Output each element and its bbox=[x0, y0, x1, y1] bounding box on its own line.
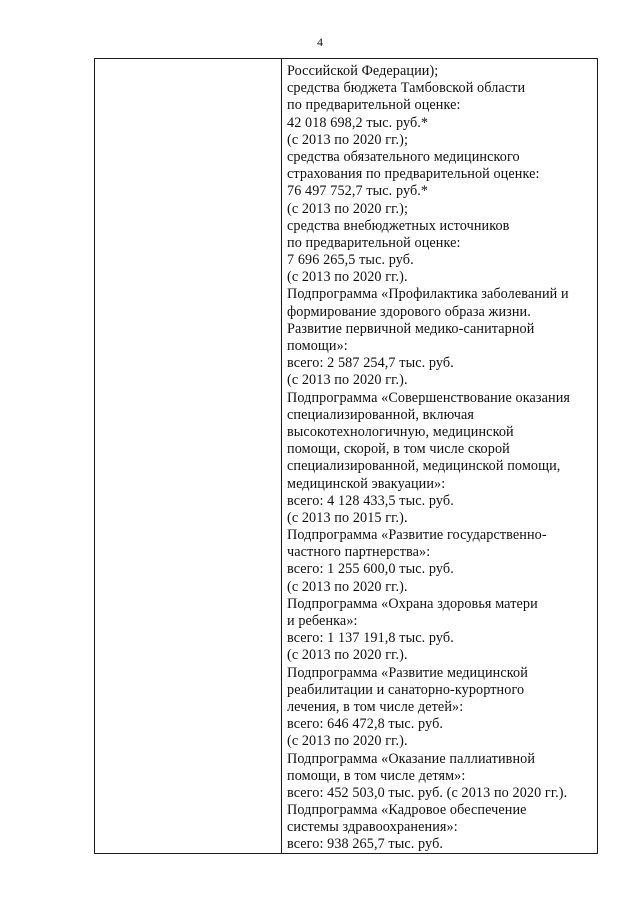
right-table-cell bbox=[287, 63, 595, 854]
text-line: специализированной, включая bbox=[287, 406, 475, 423]
text-line: Подпрограмма «Охрана здоровья матери bbox=[287, 595, 538, 612]
text-line: формирование здорового образа жизни. bbox=[287, 303, 531, 320]
text-line: 42 018 698,2 тыс. руб.* bbox=[287, 114, 429, 131]
text-line: Подпрограмма «Совершенствование оказания bbox=[287, 389, 571, 406]
text-line: реабилитации и санаторно-курортного bbox=[287, 681, 525, 698]
text-line: Подпрограмма «Развитие медицинской bbox=[287, 664, 528, 681]
text-line: по предварительной оценке: bbox=[287, 97, 461, 114]
text-line: всего: 4 128 433,5 тыс. руб. bbox=[287, 492, 454, 509]
text-line: Подпрограмма «Профилактика заболеваний и bbox=[287, 286, 569, 303]
text-line: частного партнерства»: bbox=[287, 544, 431, 561]
page-number: 4 bbox=[317, 35, 323, 49]
text-line: средства обязательного медицинского bbox=[287, 148, 520, 165]
text-line: помощи, скорой, в том числе скорой bbox=[287, 441, 510, 458]
text-line: средства внебюджетных источников bbox=[287, 217, 510, 234]
text-line: помощи»: bbox=[287, 338, 348, 354]
text-line: (с 2013 по 2020 гг.). bbox=[287, 372, 408, 389]
text-line: (с 2013 по 2020 гг.). bbox=[287, 269, 408, 286]
text-line: помощи, в том числе детям»: bbox=[287, 767, 466, 784]
text-line: всего: 1 255 600,0 тыс. руб. bbox=[287, 561, 454, 578]
text-line: медицинской эвакуации»: bbox=[287, 475, 446, 492]
left-table-cell bbox=[95, 59, 281, 853]
document-table bbox=[94, 58, 598, 854]
text-line: Подпрограмма «Кадровое обеспечение bbox=[287, 802, 527, 819]
text-line: (с 2013 по 2015 гг.). bbox=[287, 509, 408, 526]
text-line: по предварительной оценке: bbox=[287, 234, 461, 251]
text-line: всего: 452 503,0 тыс. руб. (с 2013 по 2020 гг.). bbox=[287, 784, 568, 801]
text-line: Подпрограмма «Оказание паллиативной bbox=[287, 750, 536, 767]
text-line: всего: 2 587 254,7 тыс. руб. bbox=[287, 355, 454, 372]
text-line: всего: 938 265,7 тыс. руб. bbox=[287, 836, 444, 853]
text-line: (с 2013 по 2020 гг.). bbox=[287, 578, 408, 595]
text-line: и ребенка»: bbox=[287, 613, 358, 629]
column-divider bbox=[281, 59, 282, 853]
text-line: Российской Федерации); bbox=[287, 63, 439, 79]
text-line: всего: 646 472,8 тыс. руб. bbox=[287, 716, 444, 733]
text-line: (с 2013 по 2020 гг.). bbox=[287, 733, 408, 750]
text-line: (с 2013 по 2020 гг.); bbox=[287, 131, 408, 148]
text-line: специализированной, медицинской помощи, bbox=[287, 458, 561, 475]
text-line: 7 696 265,5 тыс. руб. bbox=[287, 252, 414, 269]
text-line: (с 2013 по 2020 гг.); bbox=[287, 200, 408, 217]
text-line: средства бюджета Тамбовской области bbox=[287, 80, 526, 97]
text-line: лечения, в том числе детей»: bbox=[287, 698, 464, 715]
text-line: (с 2013 по 2020 гг.). bbox=[287, 647, 408, 664]
text-line: страхования по предварительной оценке: bbox=[287, 166, 540, 183]
text-line: 76 497 752,7 тыс. руб.* bbox=[287, 183, 429, 200]
text-line: высокотехнологичную, медицинской bbox=[287, 423, 514, 440]
text-line: всего: 1 137 191,8 тыс. руб. bbox=[287, 630, 454, 647]
text-line: системы здравоохранения»: bbox=[287, 819, 458, 836]
text-line: Подпрограмма «Развитие государственно- bbox=[287, 527, 547, 544]
text-line: Развитие первичной медико-санитарной bbox=[287, 320, 535, 337]
